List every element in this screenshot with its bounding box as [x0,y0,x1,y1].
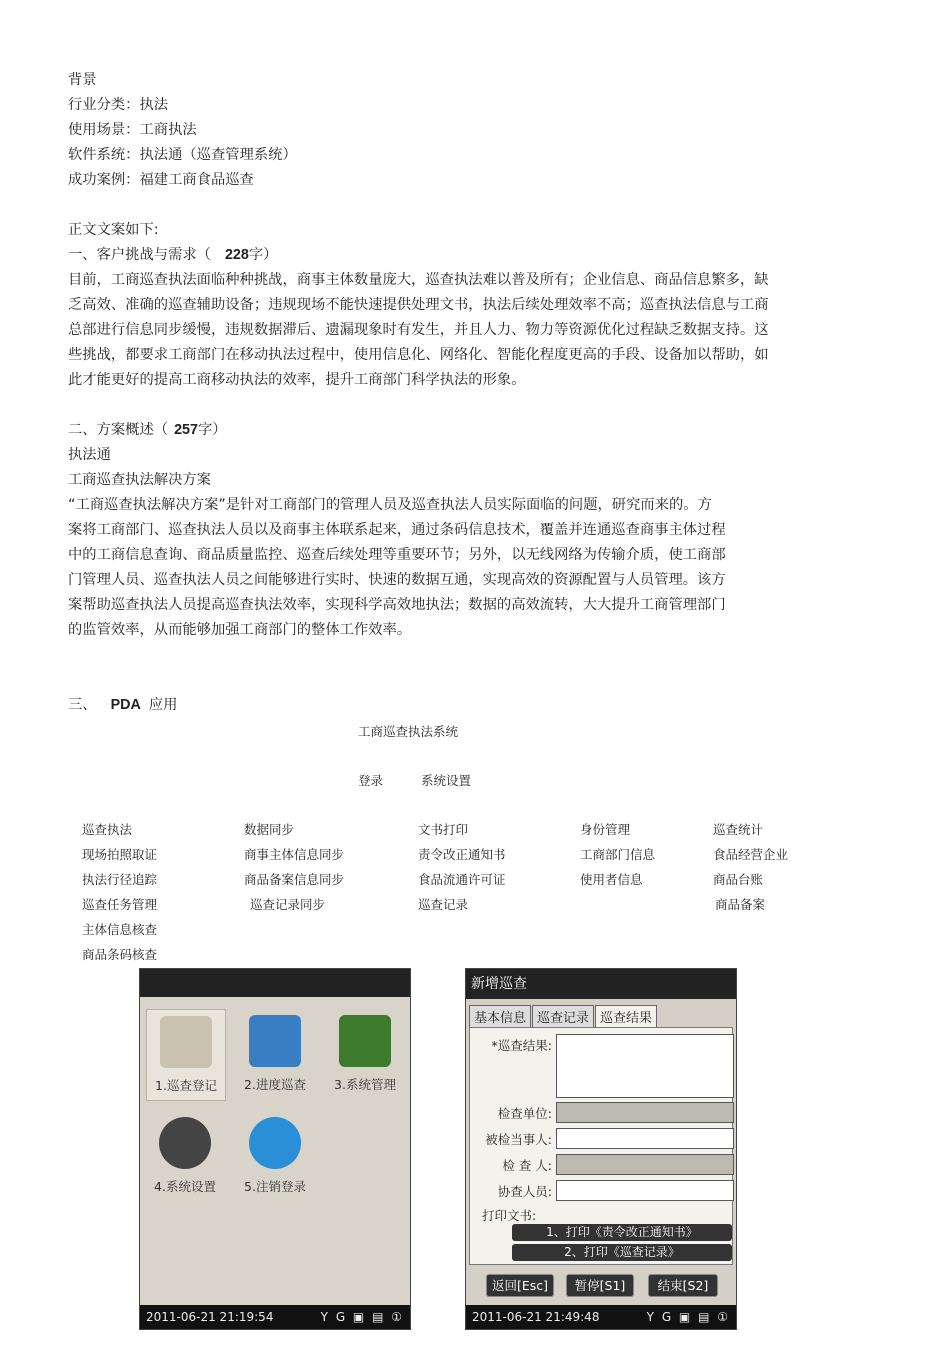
pause-button[interactable]: 暂停[S1] [566,1274,634,1297]
menu-item: 使用者信息 [580,872,643,887]
gear-icon [159,1117,211,1169]
menu-item: 商品备案信息同步 [244,872,345,887]
label-inspect-unit: 检查单位: [497,1106,552,1121]
app-logout[interactable]: 5.注销登录 [236,1117,314,1195]
assistant-field[interactable] [556,1180,734,1201]
menu-item: 商品备案 [715,897,766,912]
menu-item: 食品经营企业 [713,847,789,862]
document-body [68,68,803,718]
label-print-docs: 打印文书: [482,1208,537,1223]
section3-title: 三、 PDA 应用 [68,697,178,713]
menu-item: 主体信息核查 [82,922,158,937]
menu-item: 现场拍照取证 [82,847,158,862]
back-button[interactable]: 返回[Esc] [486,1274,554,1297]
case-line: 成功案例：福建工商食品巡查 [68,172,254,188]
tab-basic-info[interactable]: 基本信息 [469,1005,531,1028]
tab-patrol-result[interactable]: 巡查结果 [595,1005,657,1028]
party-field[interactable] [556,1128,734,1149]
scene-line: 使用场景：工商执法 [68,122,197,138]
menu-item: 巡查记录同步 [250,897,326,912]
clipboard-icon [160,1016,212,1068]
menu-item: 责令改正通知书 [418,847,506,862]
chart-icon [249,1015,301,1067]
system-title: 工商巡查执法系统 [358,724,459,739]
label-patrol-result: *巡查结果: [491,1038,552,1053]
menu-item: 商品条码核查 [82,947,158,962]
section1-paragraph: 目前，工商巡查执法面临种种挑战，商事主体数量庞大，巡查执法难以普及所有；企业信息、商品信息繁多，缺 乏高效、准确的巡查辅助设备；违规现场不能快速提供处理文书，执法后续处理效率不高；巡查执法信息与工商 总部进行信息同步缓慢，违规数据滞后、遗漏现象时有发生，并且人力、物力等资源优化过程缺乏数据支持。这 些挑战，都要求工商部门在移动执法过程中，使用信息化、网络化、智能化程度更高的手段、设备加以帮助，如 此才能更好的提高工商移动执法的效率，提升工商部门科学执法的形象。 [68,272,769,388]
app-system-settings[interactable]: 4.系统设置 [146,1117,224,1195]
print-notice-button[interactable]: 1、打印《责令改正通知书》 [512,1224,732,1241]
app-progress-patrol[interactable]: 2.进度巡查 [236,1015,314,1093]
menu-item: 商品台账 [713,872,764,887]
menu-item: 巡查记录 [418,897,469,912]
industry-line: 行业分类：执法 [68,97,169,113]
section2-paragraph: “工商巡查执法解决方案”是针对工商部门的管理人员及巡查执法人员实际面临的问题，研究而来的。方 案将工商部门、巡查执法人员以及商事主体联系起来，通过条码信息技术，覆盖并连通巡查商事主体过程 中的工商信息查询、商品质量监控、巡查后续处理等重要环节；另外，以无线网络为传输介质，使工商部 门管理人员、巡查执法人员之间能够进行实时、快速的数据互通，实现高效的资源配置与人员管理。该方 案帮助巡查执法人员提高巡查执法效率，实现科学高效地执法；数据的高效流转，大大提升工商管理部门 的监管效率，从而能够加强工商部门的整体工作效率。 [68,497,726,638]
menu-item: 商事主体信息同步 [244,847,345,862]
menu-item: 身份管理 [580,822,631,837]
print-record-button[interactable]: 2、打印《巡查记录》 [512,1244,732,1261]
pda-statusbar [140,1305,410,1329]
menu-item: 食品流通许可证 [418,872,506,887]
label-inspector: 检 查 人: [502,1158,552,1173]
inspect-unit-field[interactable] [556,1102,734,1123]
finish-button[interactable]: 结束[S2] [648,1274,718,1297]
status-icons: Y G ▣ ▤ ① [320,1310,404,1324]
pda-statusbar [466,1305,736,1329]
result-panel [469,1027,733,1265]
contacts-book-icon [339,1015,391,1067]
section1-title: 一、客户挑战与需求（ 228字） [68,247,278,263]
inspector-field[interactable] [556,1154,734,1175]
section2-sub2: 工商巡查执法解决方案 [68,472,211,488]
section2-sub1: 执法通 [68,447,111,463]
section2-title: 二、方案概述（ 257字） [68,422,227,438]
tab-patrol-record[interactable]: 巡查记录 [532,1005,594,1028]
label-assistant: 协查人员: [497,1184,552,1199]
status-time: 2011-06-21 21:19:54 [146,1310,274,1324]
login-row [358,771,509,789]
app-system-manage[interactable]: 3.系统管理 [326,1015,404,1093]
background-heading: 背景 [68,72,97,88]
form-tabs [469,1005,658,1028]
pda-topbar [140,969,410,997]
software-line: 软件系统：执法通（巡查管理系统） [68,147,297,163]
login-label: 登录 [358,773,384,788]
form-title: 新增巡查 [466,969,736,999]
menu-item: 执法行径追踪 [82,872,158,887]
menu-item: 文书打印 [418,822,469,837]
label-party: 被检当事人: [485,1132,552,1147]
menu-item: 数据同步 [244,822,295,837]
menu-item: 巡查执法 [82,822,133,837]
body-intro: 正文文案如下: [68,222,159,238]
settings-label: 系统设置 [421,773,472,788]
power-icon [249,1117,301,1169]
menu-item: 工商部门信息 [580,847,656,862]
menu-item: 巡查统计 [713,822,764,837]
app-patrol-register[interactable]: 1.巡查登记 [146,1009,226,1101]
status-icons: Y G ▣ ▤ ① [646,1310,730,1324]
pda-new-patrol-screen [465,968,737,1330]
patrol-result-textarea[interactable] [556,1034,734,1098]
menu-item: 巡查任务管理 [82,897,158,912]
pda-home-screen [139,968,411,1330]
status-time: 2011-06-21 21:49:48 [472,1310,600,1324]
